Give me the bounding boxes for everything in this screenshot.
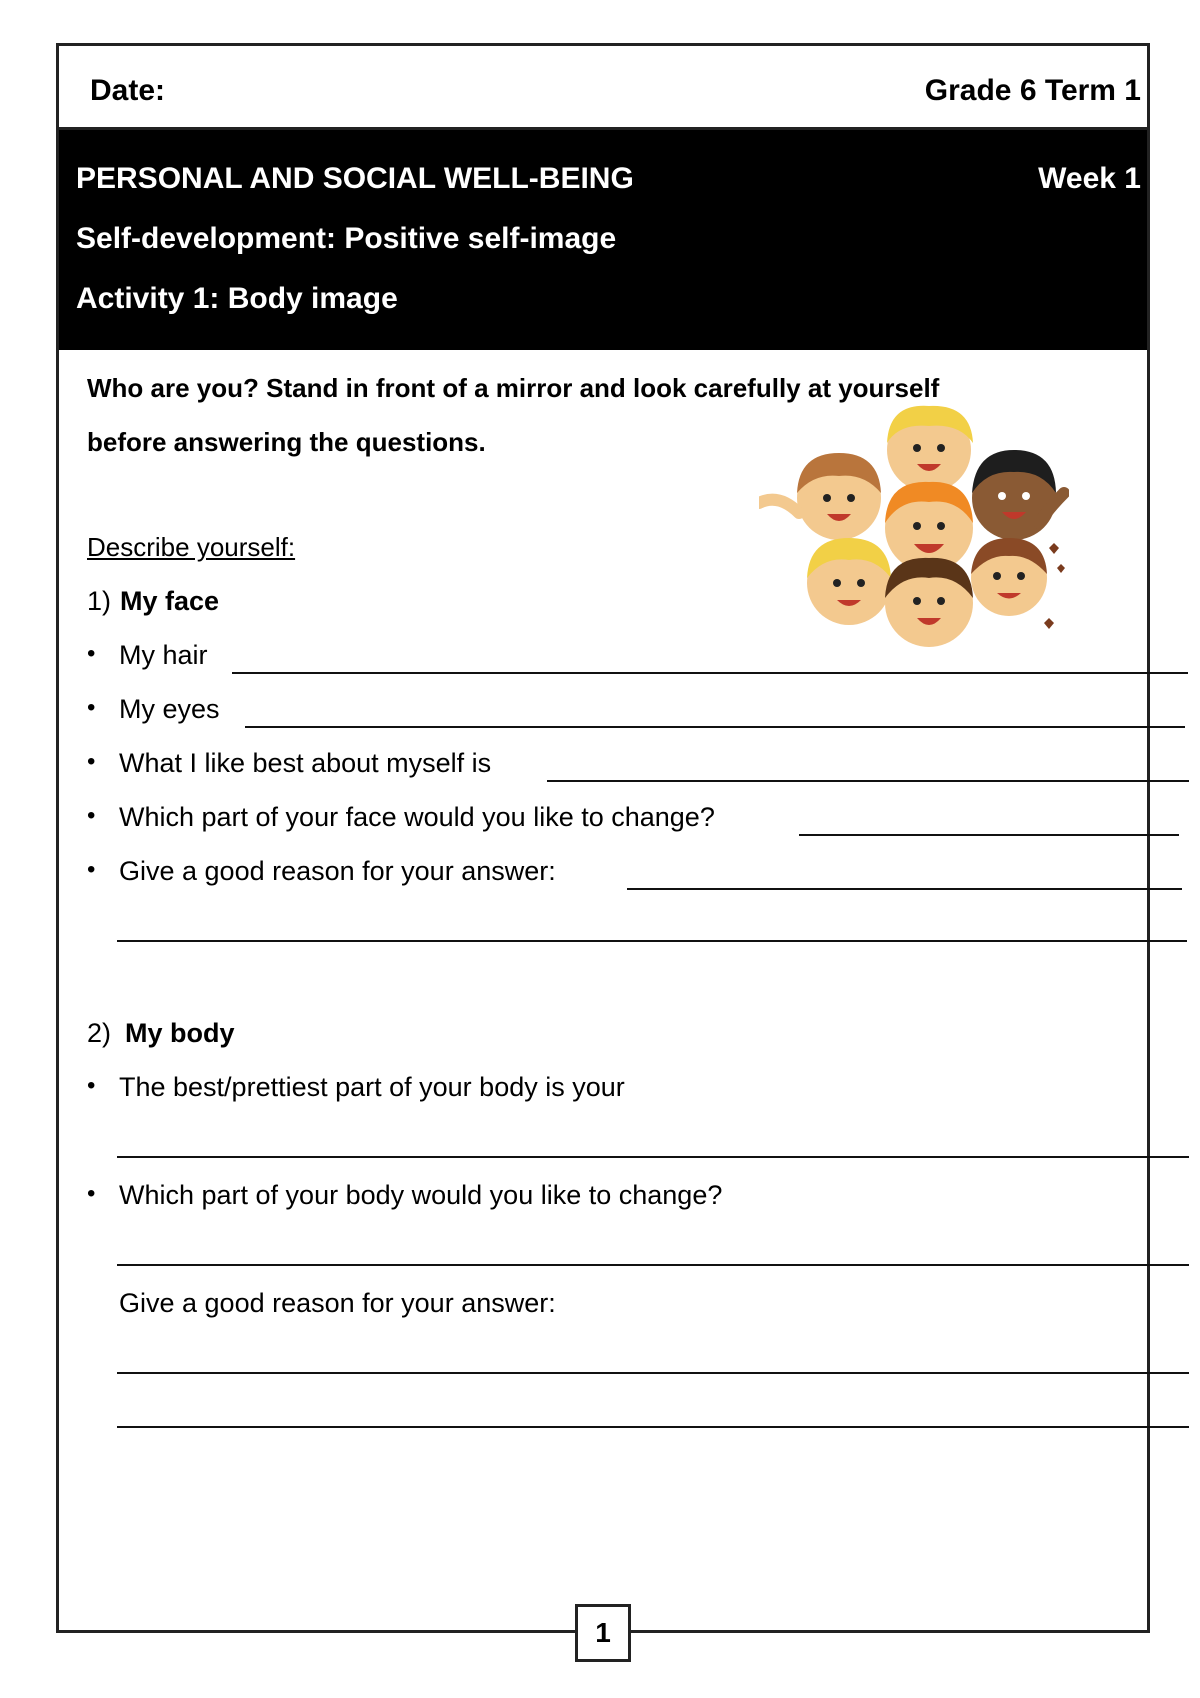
intro-line-1: Who are you? Stand in front of a mirror and look carefully at yourself	[87, 373, 940, 403]
section-face-title: My face	[120, 586, 220, 616]
week-label: Week 1	[1038, 162, 1141, 195]
worksheet-frame	[56, 43, 1150, 1633]
intro-line-2: before answering the questions.	[87, 427, 486, 457]
body-item-best-part: The best/prettiest part of your body is your	[119, 1072, 625, 1102]
bullet-icon: •	[87, 856, 96, 883]
bullet-icon: •	[87, 694, 96, 721]
activity-title: Activity 1: Body image	[76, 282, 398, 315]
face-item-change: Which part of your face would you like to change?	[119, 802, 715, 832]
section-body-number: 2)	[87, 1018, 112, 1048]
describe-yourself-label: Describe yourself:	[87, 532, 296, 562]
topic-title: Self-development: Positive self-image	[76, 222, 617, 255]
bullet-icon: •	[87, 640, 96, 667]
answer-line-hair[interactable]	[232, 672, 1188, 674]
answer-line-body-reason-1[interactable]	[117, 1372, 1189, 1374]
date-label: Date:	[90, 74, 166, 107]
answer-line-body-reason-2[interactable]	[117, 1426, 1189, 1428]
section-face-number: 1)	[87, 586, 112, 616]
bullet-icon: •	[87, 1180, 96, 1207]
answer-line-eyes[interactable]	[245, 726, 1185, 728]
answer-line-face-reason-2[interactable]	[117, 940, 1187, 942]
face-item-eyes: My eyes	[119, 694, 220, 724]
page-number: 1	[575, 1604, 631, 1662]
bullet-icon: •	[87, 748, 96, 775]
answer-line-face-change[interactable]	[799, 834, 1179, 836]
subject-title: PERSONAL AND SOCIAL WELL-BEING	[76, 162, 634, 195]
face-item-like-best: What I like best about myself is	[119, 748, 492, 778]
header-band	[59, 130, 1147, 350]
section-body-title: My body	[125, 1018, 235, 1048]
answer-line-face-reason[interactable]	[627, 888, 1182, 890]
bullet-icon: •	[87, 1072, 96, 1099]
children-illustration-icon	[759, 398, 1069, 650]
face-item-reason: Give a good reason for your answer:	[119, 856, 556, 886]
answer-line-like-best[interactable]	[547, 780, 1189, 782]
answer-line-best-part[interactable]	[117, 1156, 1189, 1158]
body-reason-label: Give a good reason for your answer:	[119, 1288, 556, 1318]
bullet-icon: •	[87, 802, 96, 829]
face-item-hair: My hair	[119, 640, 208, 670]
worksheet-content	[59, 350, 1147, 1630]
answer-line-body-change[interactable]	[117, 1264, 1189, 1266]
date-row	[59, 46, 1147, 130]
body-item-change: Which part of your body would you like to change?	[119, 1180, 723, 1210]
grade-term-label: Grade 6 Term 1	[924, 74, 1141, 107]
